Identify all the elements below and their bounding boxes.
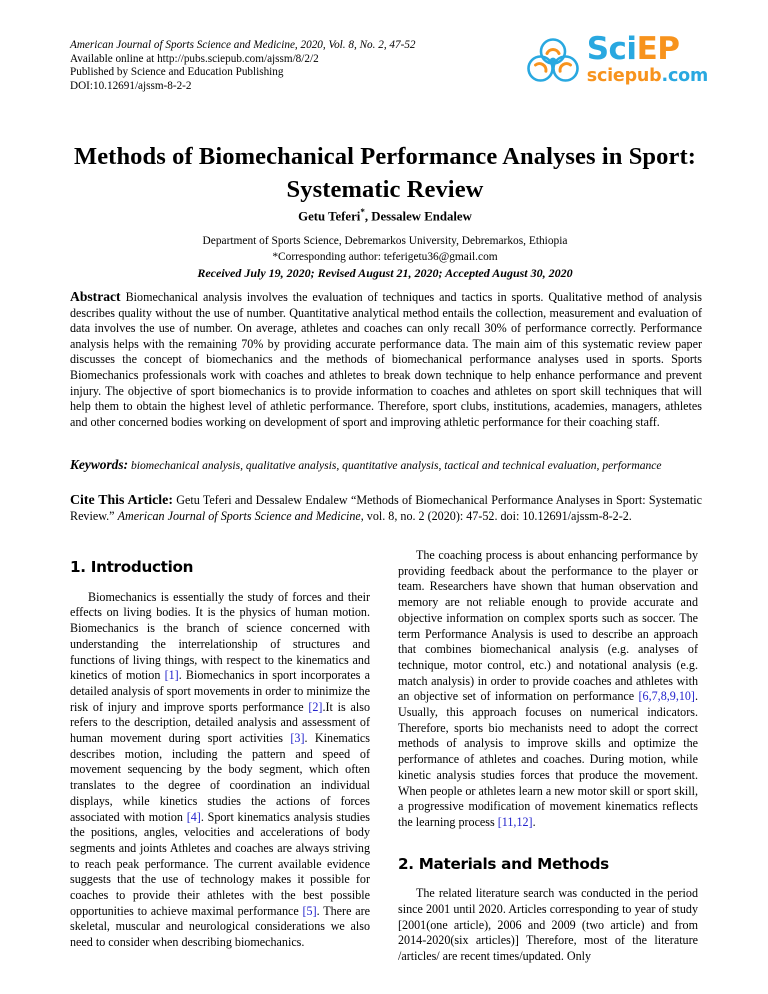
author-list <box>70 207 700 224</box>
keywords-text: biomechanical analysis, qualitative analysis, quantitative analysis, tactical and technical evaluation, performance <box>130 459 662 472</box>
intro-text-d: . Kinematics describes motion, including the pattern and speed of movement sequencing by the body segment, which often translates to the degree of coordination an individual displays, while kinetics studies the actions of forces associated with motion <box>70 731 370 824</box>
section-heading-introduction: 1. Introduction <box>70 558 194 576</box>
trefoil-circles-icon <box>527 37 579 83</box>
keywords-label: Keywords: <box>70 457 129 472</box>
cite-part2: , vol. 8, no. 2 (2020): 47-52. doi: 10.12691/ajssm-8-2-2. <box>360 508 632 523</box>
coaching-process-paragraph <box>398 548 698 831</box>
sciep-logo[interactable] <box>527 31 710 86</box>
abstract-label: Abstract <box>70 289 121 304</box>
materials-paragraph: The related literature search was conducted in the period since 2001 until 2020. Articles corresponding to year of study [2001(one article), 2006 and 2009 (two article) and from 2014-2020(six articles)] Therefore, most of the literature /articles/ are recent times/updated. Only <box>398 886 698 964</box>
logo-wordmark <box>586 31 708 86</box>
intro-text-a: Biomechanics is essentially the study of forces and their effects on living bodies. It is the physics of human motion. Biomechanics is the branch of science concerned with understanding the interrelationship of structures and functions of living things, with respect to the kinematics and kinetics of motion <box>70 589 370 683</box>
section-heading-materials-and-methods: 2. Materials and Methods <box>398 854 609 873</box>
abstract-text: Biomechanical analysis involves the evaluation of techniques and tactics in sports. Qualitative method of analysis describes quality without the use of number. Quantitative analytical method entails the collection, measurement and evaluation of data involves the use of number. On average, athletes and coaches can only recall 30% of performance correctly. Performance analysis helps with the remaining 70% by providing accurate performance data. The main aim of this systematic review paper discusses the concept of biomechanics and the methods of biomechanical performance analyses used in sports. Sports Biomechanics professionals work with coaches and athletes to break down technique to help enhance performance and prevent injury. The objective of sport biomechanics is to provide information to coaches and athletes on sport skill techniques that will help them to obtain the highest level of athletic performance. Therefore, sport clubs, institutions, academies, managers, athletes and other concerned bodies working on development of sport and improving athletic performance for their coaching staff. <box>70 290 702 429</box>
citation-ref-6-10[interactable]: [6,7,8,9,10] <box>638 689 695 704</box>
corresponding-author-line: *Corresponding author: teferigetu36@gmail.com <box>272 250 498 263</box>
logo-sciepub: sciepub <box>586 66 662 86</box>
abstract-block <box>70 289 702 430</box>
affiliation-block <box>70 234 700 265</box>
citation-ref-4[interactable]: [4] <box>186 809 201 824</box>
right-text-c: . <box>532 814 536 829</box>
journal-citation-line: American Journal of Sports Science and Medicine, 2020, Vol. 8, No. 2, 47-52 <box>70 39 416 51</box>
intro-text-c: .It is also refers to the description, detailed analysis and assessment of human movement during sport activities <box>70 699 370 746</box>
journal-publisher-line: Published by Science and Education Publishing <box>70 66 284 79</box>
cite-journal-name: American Journal of Sports Science and Medicine <box>117 508 361 523</box>
logo-sci: Sci <box>586 31 637 67</box>
cite-part1: Getu Teferi and Dessalew Endalew “Methods of Biomechanical Performance Analyses in Sport: Systematic Review.” <box>70 493 702 523</box>
logo-bottom-row <box>587 66 708 86</box>
author-first: Getu Teferi <box>298 209 361 224</box>
masthead <box>70 31 710 93</box>
journal-info <box>70 38 416 93</box>
journal-online-line: Available online at http://pubs.sciepub.com/ajssm/8/2/2 <box>70 52 319 65</box>
cite-this-article <box>70 493 702 524</box>
intro-text-f: . There are skeletal, muscular and neurological considerations we also need to consider when describing biomechanics. <box>70 903 370 950</box>
intro-text-b: . Biomechanics in sport incorporates a detailed analysis of sport movements in order to minimize the risk of injury and improve sports performance <box>70 668 371 714</box>
logo-top-row <box>586 31 708 67</box>
received-revised-accepted: Received July 19, 2020; Revised August 21, 2020; Accepted August 30, 2020 <box>197 266 573 280</box>
right-text-a: The coaching process is about enhancing performance by providing feedback about the performance to the player or team. Researchers have shown that human observation and memory are not reliable enough to provide accurate and objective information on complex sports such as soccer. The term Performance Analysis is used to describe an approach that combines biomechanical analysis (e.g. analyses of technique, motor control, etc.) and notational analysis (e.g. match analysis) in order to provide coaches and athletes with an objective set of information on performance <box>398 548 698 704</box>
citation-ref-11-12[interactable]: [11,12] <box>497 814 533 829</box>
keywords-block <box>70 457 702 473</box>
cite-label: Cite This Article: <box>70 493 173 508</box>
intro-text-e: . Sport kinematics analysis studies the positions, angles, velocities and accelerations of body segments and joints Athletes and coaches are always striving to reach peak performance. The current available evidence suggests that the use of technology makes it possible for coaches to provide their athletes with the best possible opportunities to achieve maximal performance <box>70 809 370 918</box>
citation-ref-1[interactable]: [1] <box>164 668 179 683</box>
citation-ref-3[interactable]: [3] <box>290 731 305 746</box>
page-title: Methods of Biomechanical Performance Analyses in Sport: Systematic Review <box>73 143 697 204</box>
intro-paragraph <box>70 590 370 951</box>
journal-doi-line: DOI:10.12691/ajssm-8-2-2 <box>70 79 192 92</box>
logo-ep: EP <box>636 31 680 67</box>
affiliation-line: Department of Sports Science, Debremarkos University, Debremarkos, Ethiopia <box>202 235 568 247</box>
citation-ref-5[interactable]: [5] <box>302 903 317 918</box>
body-column-right <box>398 548 698 965</box>
author-rest: , Dessalew Endalew <box>364 209 472 224</box>
body-column-left <box>70 560 370 951</box>
corresponding-marker: * <box>360 207 365 217</box>
right-text-b: . Usually, this approach focuses on numerical indicators. Therefore, sports bio mechanists need to adopt the correct methods of analysis to improve skills and optimize the performance of athletes and coaches. During motion, while kinetic analysis studies forces that produce the movement. When people or athletes learn a new motor skill or sport skill, a progressive modification of movement kinematics reflects the learning process <box>398 689 698 829</box>
citation-ref-2[interactable]: [2] <box>308 699 323 714</box>
logo-dotcom: .com <box>661 66 708 86</box>
